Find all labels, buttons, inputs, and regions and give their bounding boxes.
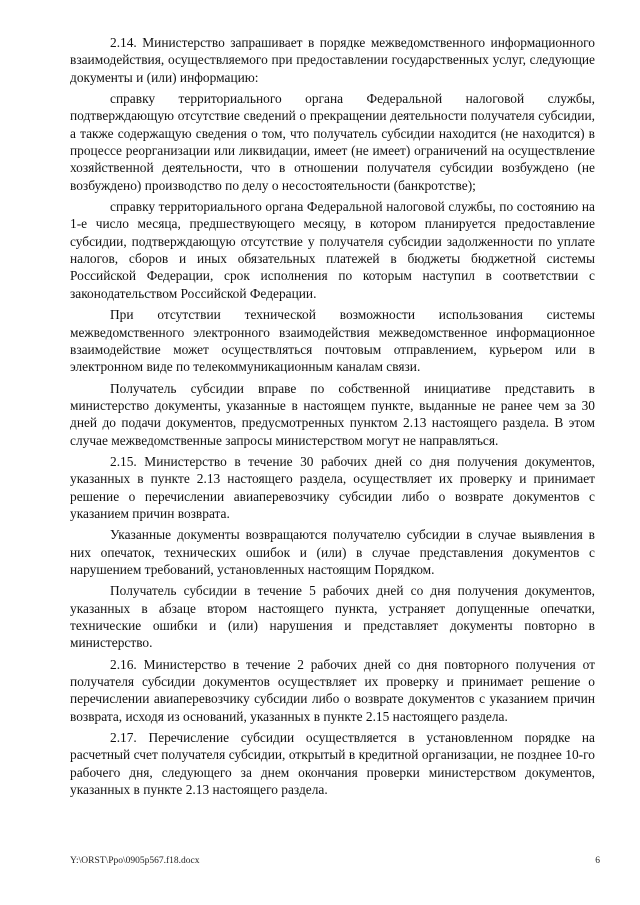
paragraph-2-14: 2.14. Министерство запрашивает в порядке межведомственного информационного взаимодействия, осуществляемого при предоставлении государственных услуг, следующие документы и (или) информацию:	[70, 35, 595, 85]
paragraph-tax-certificate-activity: справку территориального органа Федеральной налоговой службы, подтверждающую отсутствие сведений о прекращении деятельности получателя субсидии, а также содержащую сведения о том, что получатель субсидии находится (не находится) в процессе реорганизации или ликвидации, имеет (не имеет) ограничений на осуществление хозяйственной деятельности, что в отношении получателя субсидии возбуждено (не возбуждено) производство по делу о несостоятельности (банкротстве);	[70, 91, 595, 193]
paragraph-documents-returned: Указанные документы возвращаются получателю субсидии в случае выявления в них опечаток, технических ошибок и (или) в случае представления документов с нарушением требований, установленных настоящим Порядком.	[70, 527, 595, 577]
page-number: 6	[595, 856, 600, 866]
paragraph-2-15: 2.15. Министерство в течение 30 рабочих дней со дня получения документов, указанных в пункте 2.13 настоящего раздела, осуществляет их проверку и принимает решение о перечислении авиаперевозчику субсидии либо о возврате документов с указанием причин возврата.	[70, 453, 595, 521]
paragraph-recipient-corrects: Получатель субсидии в течение 5 рабочих дней со дня получения документов, указанных в абзаце втором настоящего пункта, устраняет допущенные опечатки, технические ошибки и (или) нарушения и представляет документы повторно в министерство.	[70, 583, 595, 651]
footer-file-path: Y:\ORST\Ppo\0905p567.f18.docx	[70, 856, 200, 866]
paragraph-2-16: 2.16. Министерство в течение 2 рабочих дней со дня повторного получения от получателя субсидии документов осуществляет их проверку и принимает решение о перечислении авиаперевозчику субсидии либо о возврате документов с указанием причин возврата, исходя из оснований, указанных в пункте 2.15 настоящего раздела.	[70, 656, 595, 724]
paragraph-no-technical-possibility: При отсутствии технической возможности использования системы межведомственного электронного взаимодействия межведомственное информационное взаимодействие может осуществляться почтовым отправлением, курьером или в электронном виде по телекоммуникационным каналам связи.	[70, 307, 595, 375]
paragraph-tax-certificate-debt: справку территориального органа Федеральной налоговой службы, по состоянию на 1-е число месяца, предшествующего месяцу, в котором планируется предоставление субсидии, подтверждающую отсутствие у получателя субсидии задолженности по уплате налогов, сборов и иных обязательных платежей в бюджеты бюджетной системы Российской Федерации, срок исполнения по которым наступил в соответствии с законодательством Российской Федерации.	[70, 199, 595, 301]
document-body	[70, 34, 595, 802]
paragraph-own-initiative: Получатель субсидии вправе по собственной инициативе представить в министерство документы, указанные в настоящем пункте, выданные не ранее чем за 30 дней до подачи документов, предусмотренных пунктом 2.13 настоящего раздела. В этом случае межведомственные запросы министерством могут не направляться.	[70, 380, 595, 448]
paragraph-2-17: 2.17. Перечисление субсидии осуществляется в установленном порядке на расчетный счет получателя субсидии, открытый в кредитной организации, не позднее 10-го рабочего дня, следующего за днем окончания проверки министерством документов, указанных в пункте 2.13 настоящего раздела.	[70, 730, 595, 798]
